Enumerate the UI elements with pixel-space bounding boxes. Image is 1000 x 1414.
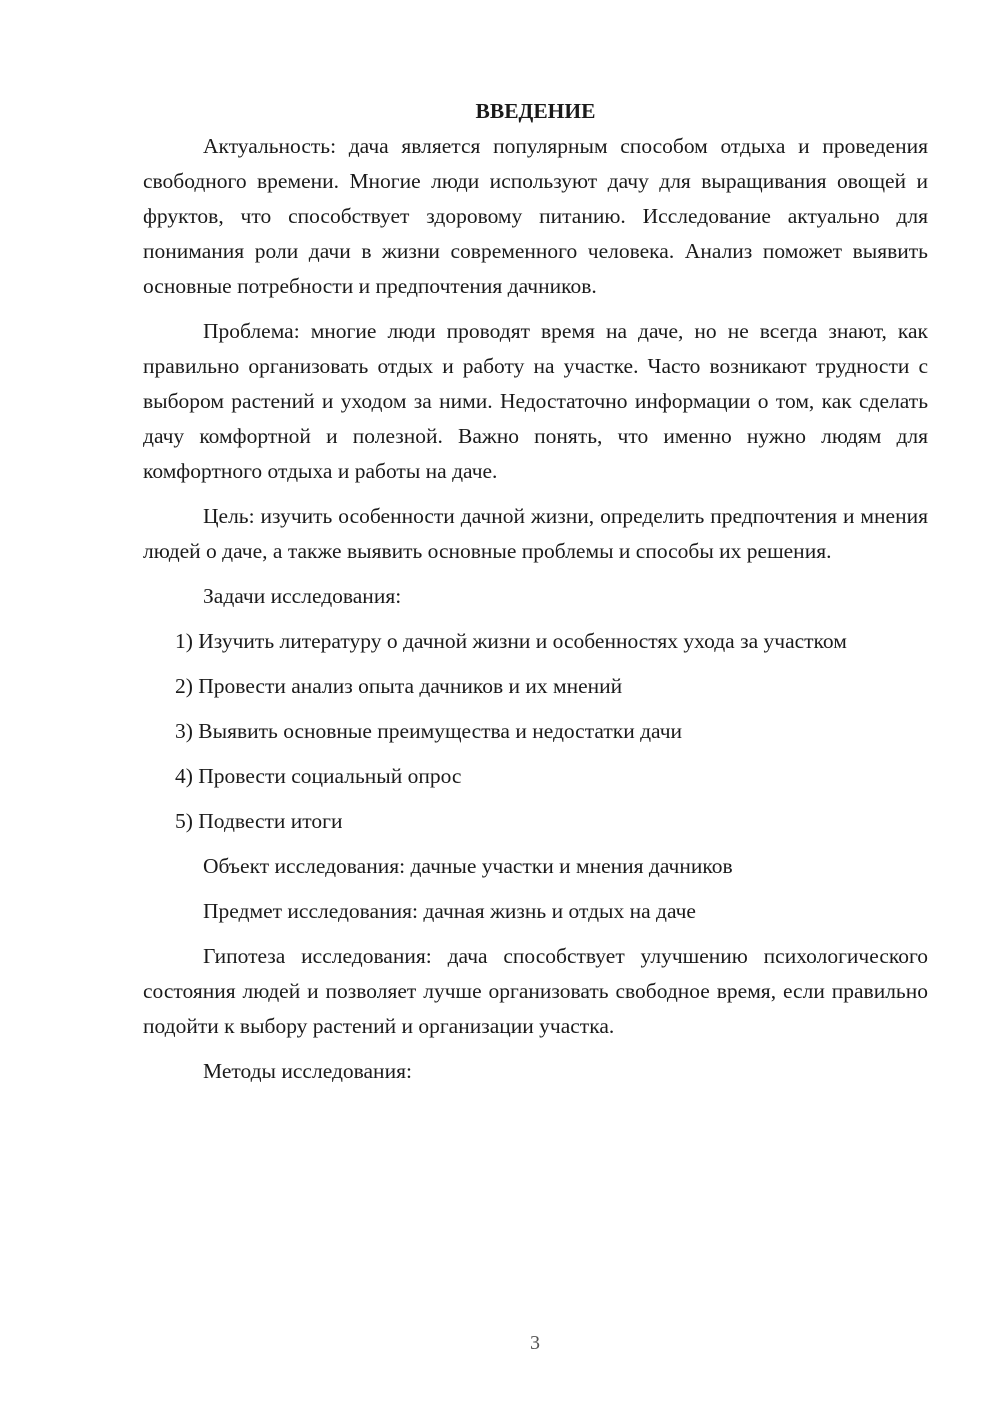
- goal-paragraph: Цель: изучить особенности дачной жизни, определить предпочтения и мнения людей о даче, а также выявить основные проблемы и способы их решения.: [143, 504, 928, 563]
- page-number: 3: [530, 1332, 540, 1354]
- object-paragraph: Объект исследования: дачные участки и мнения дачников: [203, 854, 733, 878]
- methods-heading: Методы исследования:: [203, 1059, 412, 1083]
- subject-paragraph: Предмет исследования: дачная жизнь и отдых на даче: [203, 899, 696, 923]
- task-item: 4) Провести социальный опрос: [175, 764, 462, 788]
- hypothesis-paragraph: Гипотеза исследования: дача способствует улучшению психологического состояния людей и позволяет лучше организовать свободное время, если правильно подойти к выбору растений и организации участка.: [143, 944, 928, 1038]
- problem-paragraph: Проблема: многие люди проводят время на даче, но не всегда знают, как правильно организовать отдых и работу на участке. Часто возникают трудности с выбором растений и уходом за ними. Недостаточно информации о том, как сделать дачу комфортной и полезной. Важно понять, что именно нужно людям для комфортного отдыха и работы на даче.: [143, 319, 928, 483]
- task-item: 5) Подвести итоги: [175, 809, 343, 833]
- tasks-heading: Задачи исследования:: [203, 584, 402, 608]
- document-page: [143, 94, 928, 1099]
- task-item: 1) Изучить литературу о дачной жизни и особенностях ухода за участком: [175, 629, 847, 653]
- section-title: ВВЕДЕНИЕ: [475, 99, 596, 123]
- task-item: 3) Выявить основные преимущества и недостатки дачи: [175, 719, 683, 743]
- task-item: 2) Провести анализ опыта дачников и их мнений: [175, 674, 623, 698]
- relevance-paragraph: Актуальность: дача является популярным способом отдыха и проведения свободного времени. Многие люди используют дачу для выращивания овощей и фруктов, что способствует здоровому питанию. Исследование актуально для понимания роли дачи в жизни современного человека. Анализ поможет выявить основные потребности и предпочтения дачников.: [143, 134, 928, 298]
